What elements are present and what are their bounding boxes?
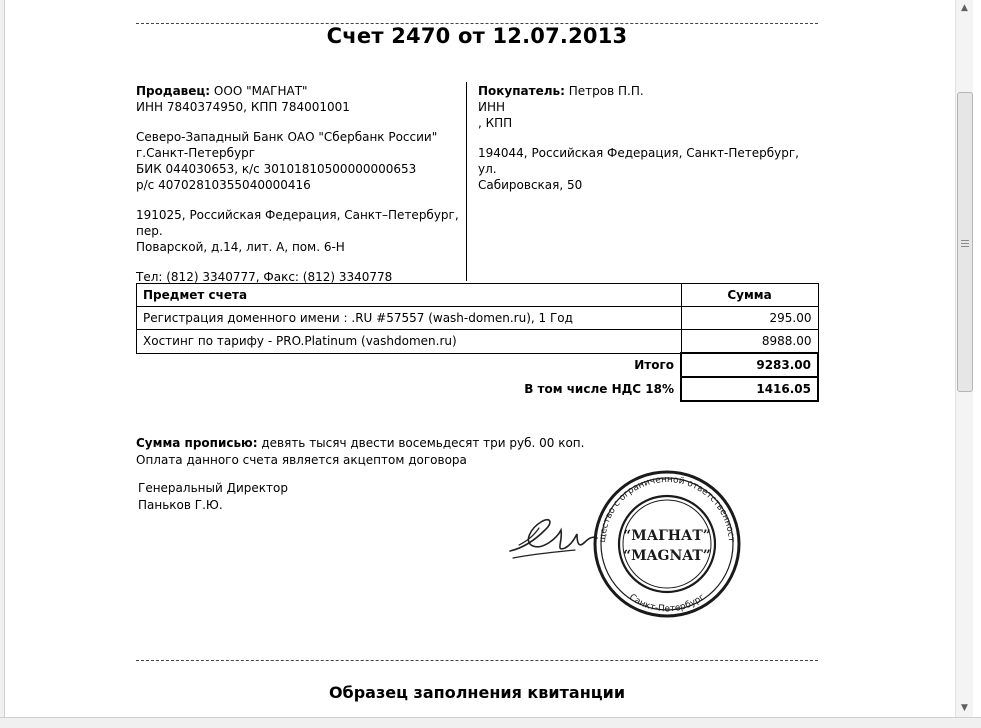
grip-icon <box>961 240 969 249</box>
buyer-address-line2: Сабировская, 50 <box>478 178 583 192</box>
row-sum: 8988.00 <box>681 330 818 354</box>
seller-address-line1: 191025, Российская Федерация, Санкт–Петербург, пер. <box>136 208 459 238</box>
total-value: 9283.00 <box>681 353 818 377</box>
seller-name: ООО "МАГНАТ" <box>213 84 308 98</box>
seller-bik: БИК 044030653, к/с 30101810500000000653 <box>136 162 417 176</box>
bottom-dotted-divider <box>136 660 818 661</box>
scroll-thumb[interactable] <box>957 92 973 392</box>
invoice-title: Счет 2470 от 12.07.2013 <box>326 24 628 48</box>
acceptance-note: Оплата данного счета является акцептом договора <box>136 453 467 467</box>
column-separator <box>466 82 467 281</box>
triangle-down-icon: ▼ <box>961 703 968 713</box>
buyer-inn: ИНН <box>478 100 506 114</box>
buyer-name: Петров П.П. <box>568 84 644 98</box>
row-subject: Регистрация доменного имени : .RU #57557 (wash-domen.ru), 1 Год <box>137 307 682 330</box>
director-name: Паньков Г.Ю. <box>138 498 223 512</box>
vat-value: 1416.05 <box>681 377 818 401</box>
row-sum: 295.00 <box>681 307 818 330</box>
signature-icon <box>510 520 597 551</box>
seller-bank: Северо-Западный Банк ОАО "Сбербанк России" <box>136 130 438 144</box>
seller-city: г.Санкт-Петербург <box>136 146 256 160</box>
stamp-and-signature <box>505 468 750 618</box>
buyer-label: Покупатель: <box>478 84 565 98</box>
triangle-up-icon: ▲ <box>961 3 968 13</box>
amount-words: девять тысяч двести восемьдесят три руб. 00 коп. <box>261 436 585 450</box>
vat-label: В том числе НДС 18% <box>524 382 674 396</box>
director-title: Генеральный Директор <box>138 481 288 495</box>
total-row <box>137 353 819 377</box>
amount-words-label: Сумма прописью: <box>136 436 258 450</box>
stamp-name-en: “MAGNAT” <box>623 548 711 564</box>
col-header-sum: Сумма <box>681 284 818 307</box>
invoice-items-table <box>136 283 819 402</box>
receipt-title: Образец заполнения квитанции <box>328 683 626 702</box>
stamp-ring-text: щество с ограниченной ответственност <box>597 474 737 543</box>
vat-row <box>137 377 819 401</box>
vertical-scrollbar[interactable] <box>955 0 973 717</box>
table-row <box>137 307 819 330</box>
scroll-down-button[interactable] <box>956 700 973 717</box>
seller-account: р/с 40702810355040000416 <box>136 178 311 192</box>
buyer-address-line1: 194044, Российская Федерация, Санкт-Петербург, ул. <box>478 146 799 176</box>
buyer-kpp: , КПП <box>478 116 513 130</box>
signatory-block <box>138 480 288 514</box>
buyer-block <box>478 83 818 193</box>
total-label: Итого <box>634 358 674 373</box>
seller-block <box>136 83 466 285</box>
seller-address-line2: Поварской, д.14, лит. А, пом. 6-Н <box>136 240 345 254</box>
seller-label: Продавец: <box>136 84 211 98</box>
table-header-row <box>137 284 819 307</box>
window-bottom-edge <box>0 717 981 728</box>
seller-phone: Тел: (812) 3340777, Факс: (812) 3340778 <box>136 270 393 284</box>
row-subject: Хостинг по тарифу - PRO.Platinum (vashdomen.ru) <box>137 330 682 354</box>
scroll-up-button[interactable] <box>956 0 973 17</box>
col-header-subject: Предмет счета <box>137 284 682 307</box>
stamp-bottom-text: Санкт-Петербург <box>627 592 707 615</box>
company-stamp-icon <box>505 468 750 618</box>
amount-in-words-block <box>136 435 584 469</box>
stamp-name-ru: “МАГНАТ” <box>623 528 711 544</box>
table-row <box>137 330 819 354</box>
seller-inn-kpp: ИНН 7840374950, КПП 784001001 <box>136 100 350 114</box>
